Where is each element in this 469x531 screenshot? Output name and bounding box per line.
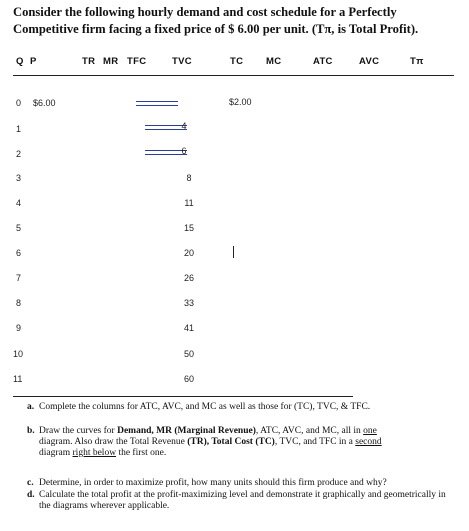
cell-tvc: 41: [183, 323, 194, 333]
cell-q: 2: [16, 149, 22, 159]
cell-tvc: 15: [183, 223, 194, 233]
cell-q: 0: [16, 98, 22, 108]
cell-q: 11: [13, 374, 23, 384]
cell-tc: $2.00: [229, 97, 252, 107]
question-text: Calculate the total profit at the profit-maximizing level and demonstrate it graphically and geometrically in the diagrams wherever applicable.: [39, 490, 446, 511]
header-tvc: TVC: [172, 56, 192, 67]
title-line-1: Consider the following hourly demand and cost schedule for a Perfectly: [13, 5, 397, 19]
header-rule: [13, 75, 454, 76]
question-label: d.: [27, 490, 35, 500]
cell-q: 3: [16, 173, 22, 183]
cell-tvc: 20: [183, 248, 194, 258]
cell-q: 6: [16, 248, 22, 258]
cell-tvc: 6: [181, 146, 187, 156]
question-label: a.: [27, 402, 35, 412]
header-tr: TR: [82, 56, 96, 67]
cell-tvc: 11: [184, 198, 194, 208]
header-atc: ATC: [313, 56, 333, 67]
question-label: b.: [27, 426, 35, 436]
table-bottom-rule: [13, 396, 353, 397]
cell-tvc: 4: [181, 121, 187, 131]
question-text: Complete the columns for ATC, AVC, and MC as well as those for (TC), TVC, & TFC.: [39, 402, 371, 412]
cell-q: 7: [16, 273, 22, 283]
cell-q: 10: [13, 349, 24, 359]
cell-tvc: 8: [186, 173, 192, 183]
header-p: P: [30, 56, 37, 67]
cell-q: 5: [16, 223, 22, 233]
header-tpi: Tπ: [410, 56, 424, 67]
question-label: c.: [27, 478, 34, 488]
header-avc: AVC: [359, 56, 380, 67]
cell-tvc: 33: [183, 298, 194, 308]
header-mr: MR: [103, 56, 119, 67]
cell-q: 4: [16, 198, 22, 208]
answer-blank: [136, 101, 178, 106]
problem-title: [13, 4, 463, 38]
header-tfc: TFC: [127, 56, 147, 67]
cell-q: 9: [16, 323, 22, 333]
cell-q: 1: [16, 124, 22, 134]
cell-tvc: 26: [183, 273, 194, 283]
header-tc: TC: [230, 56, 244, 67]
cell-q: 8: [16, 298, 22, 308]
text-cursor: [233, 246, 234, 258]
header-q: Q: [16, 56, 24, 67]
cell-tvc: 60: [183, 374, 194, 384]
question-text: Draw the curves for Demand, MR (Marginal Revenue), ATC, AVC, and MC, all in one diagram. Also draw the Total Revenue (TR), Total Cost (TC), TVC, and TFC in a second diagram right below the first one.: [39, 426, 382, 458]
header-mc: MC: [266, 56, 282, 67]
cell-tvc: 50: [183, 349, 194, 359]
title-line-2: Competitive firm facing a fixed price of $ 6.00 per unit. (Tπ, is Total Profit).: [13, 22, 419, 36]
question-text: Determine, in order to maximize profit, how many units should this firm produce and why?: [39, 478, 387, 488]
cell-p: $6.00: [33, 98, 56, 108]
